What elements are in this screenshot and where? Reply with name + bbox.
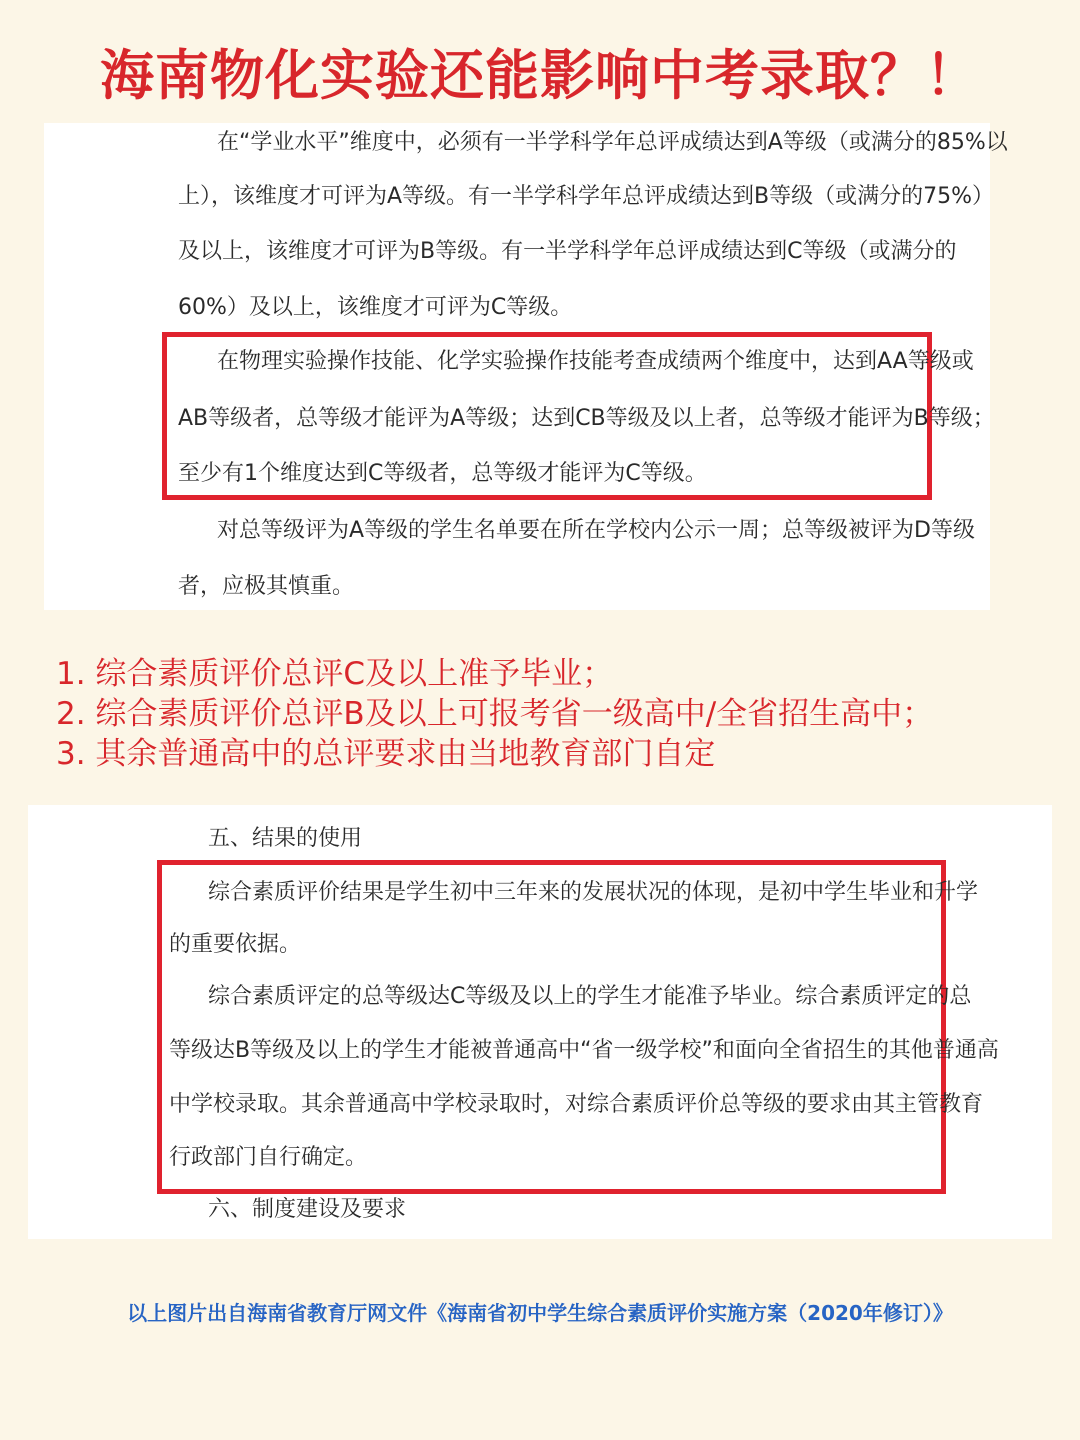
doc2-line: 的重要依据。 (169, 932, 302, 957)
doc1-line: 者，应极其慎重。 (178, 574, 355, 599)
source-citation: 以上图片出自海南省教育厅网文件《海南省初中学生综合素质评价实施方案（2020年修订）》 (127, 1301, 953, 1325)
document-excerpt-1 (44, 123, 1008, 610)
doc2-line: 综合素质评价结果是学生初中三年来的发展状况的体现，是初中学生毕业和升学 (208, 880, 979, 905)
page-title: 海南物化实验还能影响中考录取？！ (100, 44, 980, 107)
doc1-line: 60%）及以上，该维度才可评为C等级。 (178, 295, 573, 320)
doc1-line: 上），该维度才可评为A等级。有一半学科学年总评成绩达到B等级（或满分的75%） (178, 184, 995, 209)
doc1-line: 在“学业水平”维度中，必须有一半学科学年总评成绩达到A等级（或满分的85%以 (217, 130, 1008, 155)
doc1-line: 对总等级评为A等级的学生名单要在所在学校内公示一周；总等级被评为D等级 (217, 518, 975, 543)
summary-list (56, 654, 1056, 774)
doc1-line: 至少有1个维度达到C等级者，总等级才能评为C等级。 (178, 461, 707, 486)
section-heading: 六、制度建设及要求 (208, 1197, 407, 1222)
doc2-line: 行政部门自行确定。 (169, 1145, 368, 1170)
doc2-line: 综合素质评定的总等级达C等级及以上的学生才能准予毕业。综合素质评定的总 (208, 984, 972, 1009)
summary-item: 2. 综合素质评价总评B及以上可报考省一级高中/全省招生高中； (56, 696, 934, 732)
document-excerpt-2 (28, 805, 1052, 1239)
doc2-line: 中学校录取。其余普通高中学校录取时，对综合素质评价总等级的要求由其主管教育 (169, 1092, 984, 1117)
doc1-line: 及以上，该维度才可评为B等级。有一半学科学年总评成绩达到C等级（或满分的 (178, 239, 957, 264)
doc1-line: 在物理实验操作技能、化学实验操作技能考查成绩两个维度中，达到AA等级或 (217, 349, 974, 374)
doc2-line: 等级达B等级及以上的学生才能被普通高中“省一级学校”和面向全省招生的其他普通高 (169, 1038, 999, 1063)
section-heading: 五、结果的使用 (208, 826, 363, 851)
summary-item: 1. 综合素质评价总评C及以上准予毕业； (56, 656, 614, 692)
summary-item: 3. 其余普通高中的总评要求由当地教育部门自定 (56, 736, 716, 772)
doc1-line: AB等级者，总等级才能评为A等级；达到CB等级及以上者，总等级才能评为B等级； (178, 406, 995, 431)
